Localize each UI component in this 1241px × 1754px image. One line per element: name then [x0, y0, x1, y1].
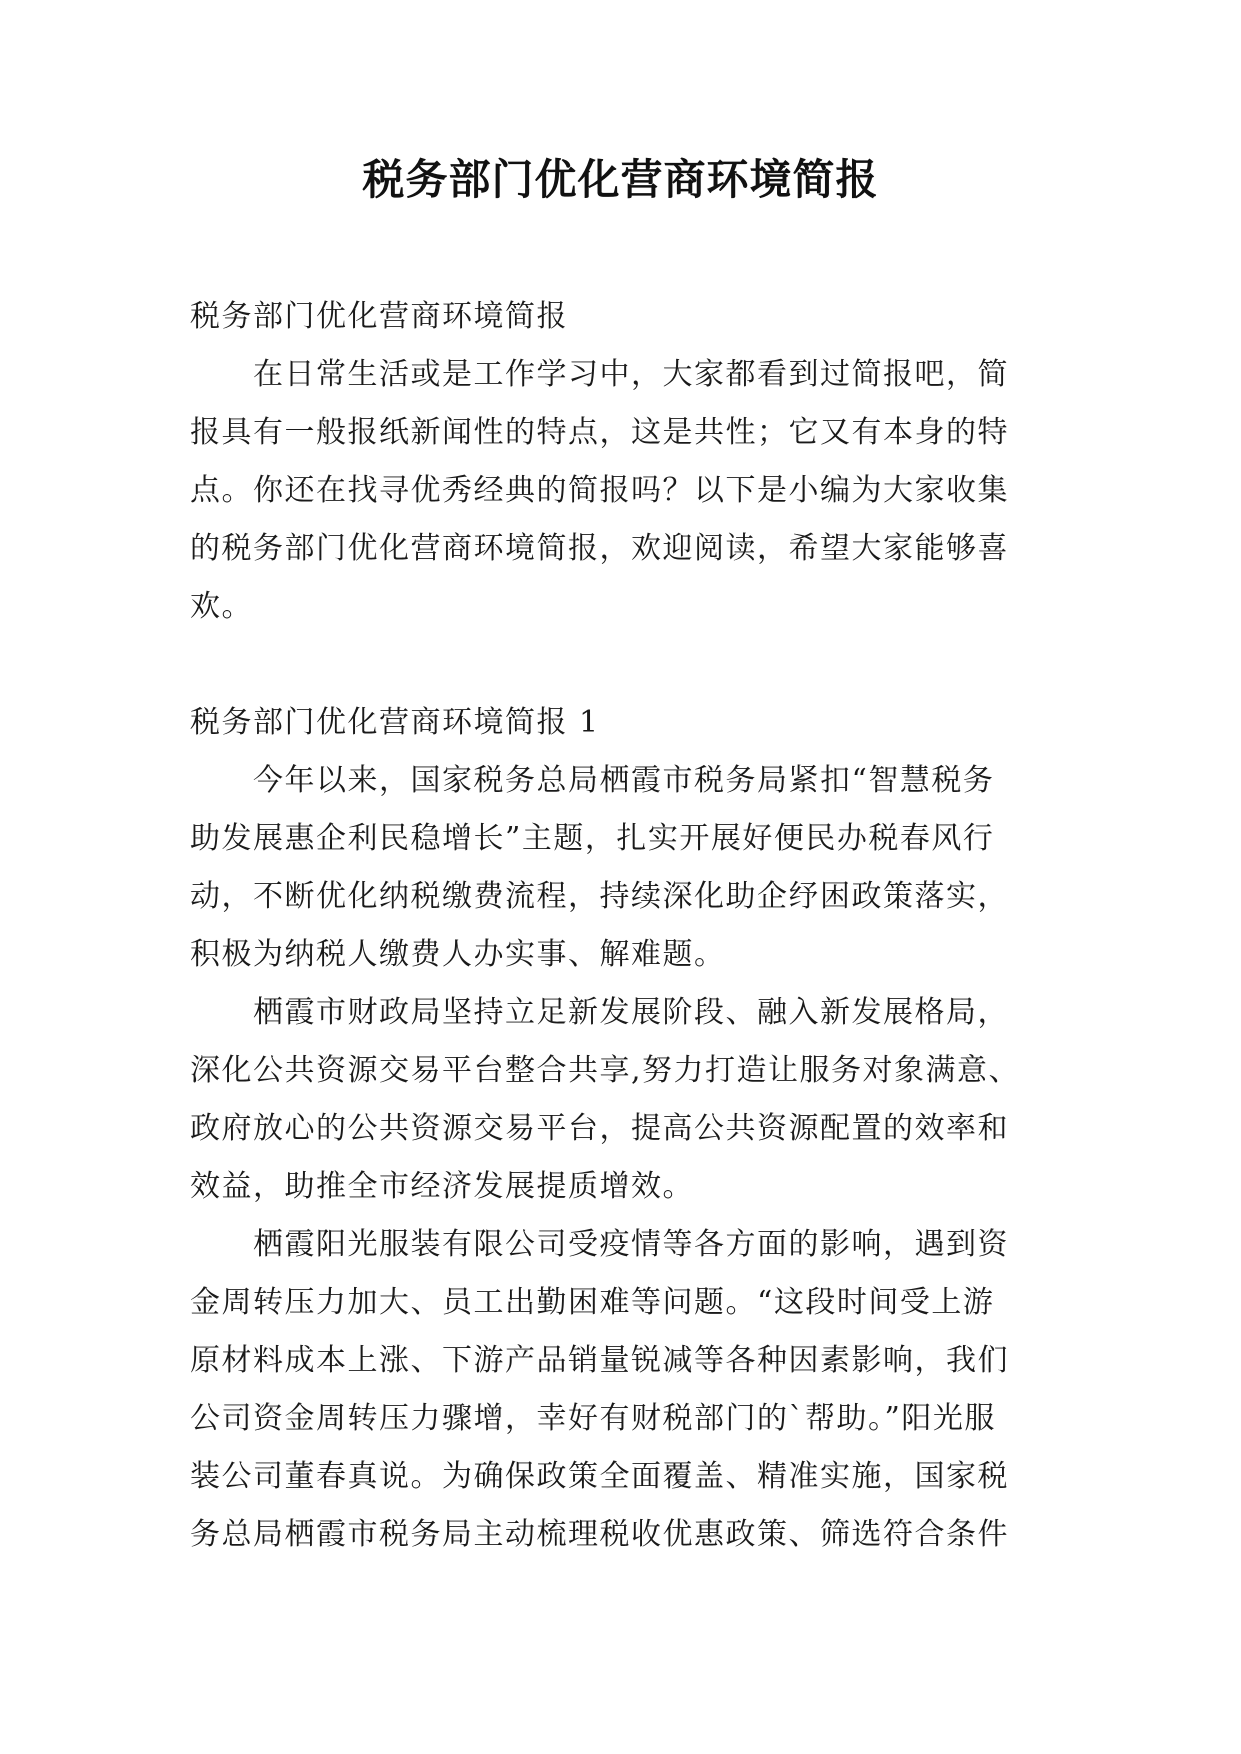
paragraph-line: 效益，助推全市经济发展提质增效。: [190, 1169, 694, 1204]
paragraph-line: 公司资金周转压力骤增，幸好有财税部门的`帮助。”阳光服: [190, 1401, 996, 1436]
paragraph-line: 点。你还在找寻优秀经典的简报吗？以下是小编为大家收集: [190, 473, 1009, 508]
paragraph-line: 积极为纳税人缴费人办实事、解难题。: [190, 937, 726, 972]
paragraph-line: 金周转压力加大、员工出勤困难等问题。“这段时间受上游: [190, 1285, 995, 1320]
blank-line: [190, 636, 1056, 694]
paragraph-line: 原材料成本上涨、下游产品销量锐减等各种因素影响，我们: [190, 1343, 1009, 1378]
paragraph-line: 在日常生活或是工作学习中，大家都看到过简报吧，简: [190, 357, 1009, 392]
section-heading: 税务部门优化营商环境简报 1: [190, 705, 600, 740]
section-heading: 税务部门优化营商环境简报: [190, 299, 568, 334]
paragraph-line: 栖霞市财政局坚持立足新发展阶段、融入新发展格局，: [190, 995, 1009, 1030]
paragraph-line: 的税务部门优化营商环境简报，欢迎阅读，希望大家能够喜: [190, 531, 1009, 566]
paragraph-line: 务总局栖霞市税务局主动梳理税收优惠政策、筛选符合条件: [190, 1517, 1009, 1552]
paragraph-line: 装公司董春真说。为确保政策全面覆盖、精准实施，国家税: [190, 1459, 1009, 1494]
paragraph-line: 报具有一般报纸新闻性的特点，这是共性；它又有本身的特: [190, 415, 1009, 450]
paragraph-line: 栖霞阳光服装有限公司受疫情等各方面的影响，遇到资: [190, 1227, 1009, 1262]
paragraph-line: 欢。: [190, 589, 253, 624]
paragraph-line: 深化公共资源交易平台整合共享,努力打造让服务对象满意、: [190, 1053, 1021, 1088]
document-title: 税务部门优化营商环境简报: [362, 155, 879, 204]
paragraph-line: 动，不断优化纳税缴费流程，持续深化助企纾困政策落实，: [190, 879, 1009, 914]
paragraph-line: 今年以来，国家税务总局栖霞市税务局紧扣“智慧税务: [190, 763, 995, 798]
document-body: [190, 288, 1056, 1564]
paragraph-line: 助发展惠企利民稳增长”主题，扎实开展好便民办税春风行: [190, 821, 995, 856]
paragraph-line: 政府放心的公共资源交易平台，提高公共资源配置的效率和: [190, 1111, 1009, 1146]
